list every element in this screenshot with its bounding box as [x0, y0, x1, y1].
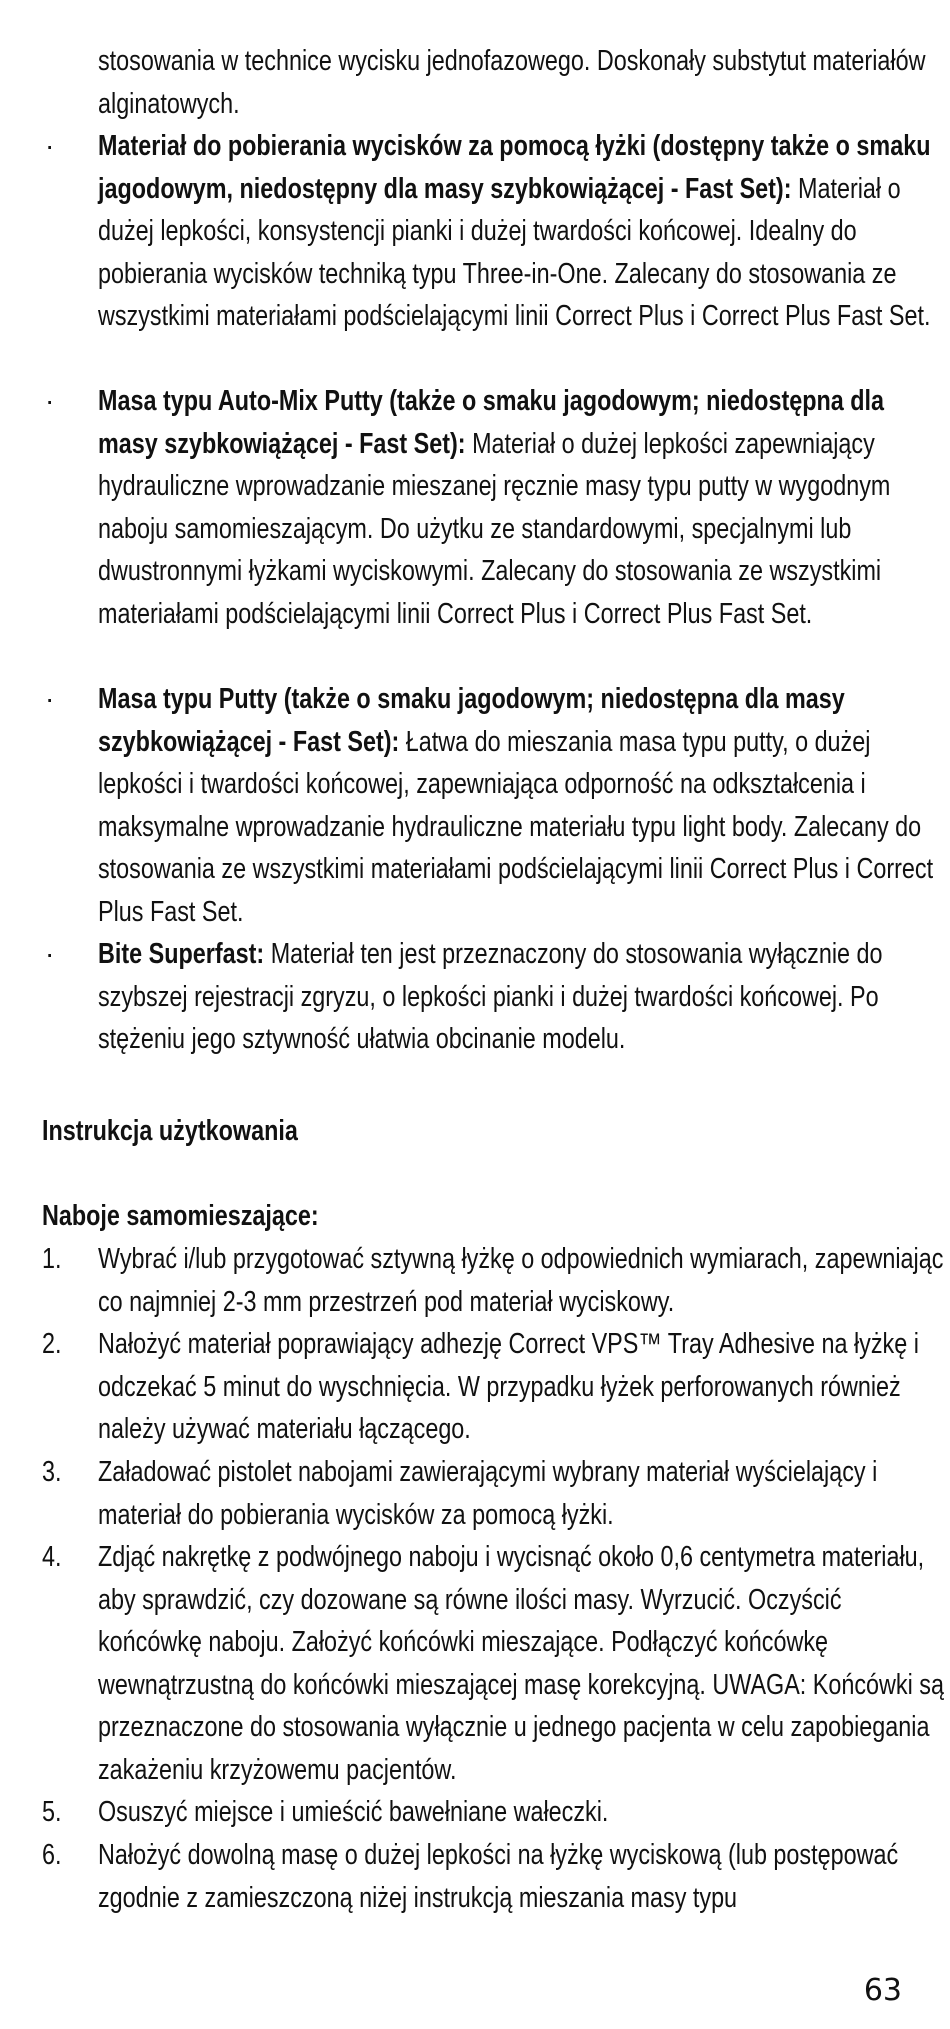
bullet-term: Masa typu Auto-Mix Putty (także o smaku jagodowym; niedostępna dla masy szybkowiążącej - Fast Set):: [98, 385, 885, 460]
step-item: Nałożyć materiał poprawiający adhezję Correct VPS™ Tray Adhesive na łyżkę i odczekać 5 minut do wyschnięcia. W przypadku łyżek perforowanych również należy używać materiału łączącego.: [98, 1328, 919, 1445]
step-item: Załadować pistolet nabojami zawierającymi wybrany materiał wyścielający i materiał do pobierania wycisków za pomocą łyżki.: [98, 1456, 878, 1531]
step-number: 4.: [42, 1541, 62, 1573]
bullet-marker: ·: [45, 683, 55, 714]
step-number: 2.: [42, 1328, 62, 1360]
page-number: 63: [863, 1973, 902, 2008]
step-item: Zdjąć nakrętkę z podwójnego naboju i wycisnąć około 0,6 centymetra materiału, aby sprawdzić, czy dozowane są równe ilości masy. Wyrzucić. Oczyścić końcówkę naboju. Założyć końcówki mieszające. Podłączyć końcówkę wewnątrzustną do końcówki mieszającej masę korekcyjną. UWAGA: Końcówki są przeznaczone do stosowania wyłącznie u jednego pacjenta w celu zapobiegania zakażeniu krzyżowemu pacjentów.: [98, 1541, 944, 1786]
step-number: 6.: [42, 1839, 62, 1871]
section-heading: Instrukcja użytkowania: [42, 1115, 298, 1147]
bullet-marker: ·: [45, 385, 55, 416]
step-item: Osuszyć miejsce i umieścić bawełniane wałeczki.: [98, 1796, 609, 1828]
bullet-term: Bite Superfast:: [98, 938, 265, 970]
bullet-marker: ·: [45, 938, 55, 969]
bullet-description: Materiał o dużej lepkości, konsystencji pianki i dużej twardości końcowej. Idealny do pobierania wycisków techniką typu Three-in-One. Zalecany do stosowania ze wszystkimi materiałami podścielającymi linii Correct Plus i Correct Plus Fast Set.: [98, 172, 931, 332]
bullet-term: Masa typu Putty (także o smaku jagodowym; niedostępna dla masy szybkowiążącej - Fast Set):: [98, 683, 845, 758]
step-number: 3.: [42, 1456, 62, 1488]
bullet-description: Materiał o dużej lepkości zapewniający hydrauliczne wprowadzanie mieszanej ręcznie masy typu putty w wygodnym naboju samomieszającym. Do użytku ze standardowymi, specjalnymi lub dwustronnymi łyżkami wyciskowymi. Zalecany do stosowania ze wszystkimi materiałami podścielającymi linii Correct Plus i Correct Plus Fast Set.: [98, 427, 891, 630]
step-item: Wybrać i/lub przygotować sztywną łyżkę o odpowiednich wymiarach, zapewniając co najmniej 2-3 mm przestrzeń pod materiał wyciskowy.: [98, 1243, 944, 1318]
bullet-description: Łatwa do mieszania masa typu putty, o dużej lepkości i twardości końcowej, zapewniająca odporność na odkształcenia i maksymalne wprowadzanie hydrauliczne materiału typu light body. Zalecany do stosowania ze wszystkimi materiałami podścielającymi linii Correct Plus i Correct Plus Fast Set.: [98, 725, 934, 928]
step-item: Nałożyć dowolną masę o dużej lepkości na łyżkę wyciskową (lub postępować zgodnie z zamieszczoną niżej instrukcją mieszania masy typu: [98, 1839, 899, 1914]
bullet-item-putty: [98, 678, 945, 933]
bullet-item-tray-material: [98, 125, 945, 338]
bullet-item-auto-mix-putty: [98, 380, 945, 635]
bullet-item-bite-superfast: [98, 933, 945, 1061]
bullet-description: Materiał ten jest przeznaczony do stosowania wyłącznie do szybszej rejestracji zgryzu, o lepkości pianki i dużej twardości końcowej. Po stężeniu jego sztywność ułatwia obcinanie modelu.: [98, 938, 883, 1055]
intro-text: stosowania w technice wycisku jednofazowego. Doskonały substytut materiałów alginatowych.: [98, 45, 926, 120]
bullet-term: Materiał do pobierania wycisków za pomocą łyżki (dostępny także o smaku jagodowym, niedostępny dla masy szybkowiążącej - Fast Set):: [98, 130, 931, 205]
step-number: 1.: [42, 1243, 62, 1275]
subsection-heading: Naboje samomieszające:: [42, 1200, 319, 1232]
intro-paragraph: [98, 40, 945, 125]
bullet-marker: ·: [45, 130, 55, 161]
step-number: 5.: [42, 1796, 62, 1828]
